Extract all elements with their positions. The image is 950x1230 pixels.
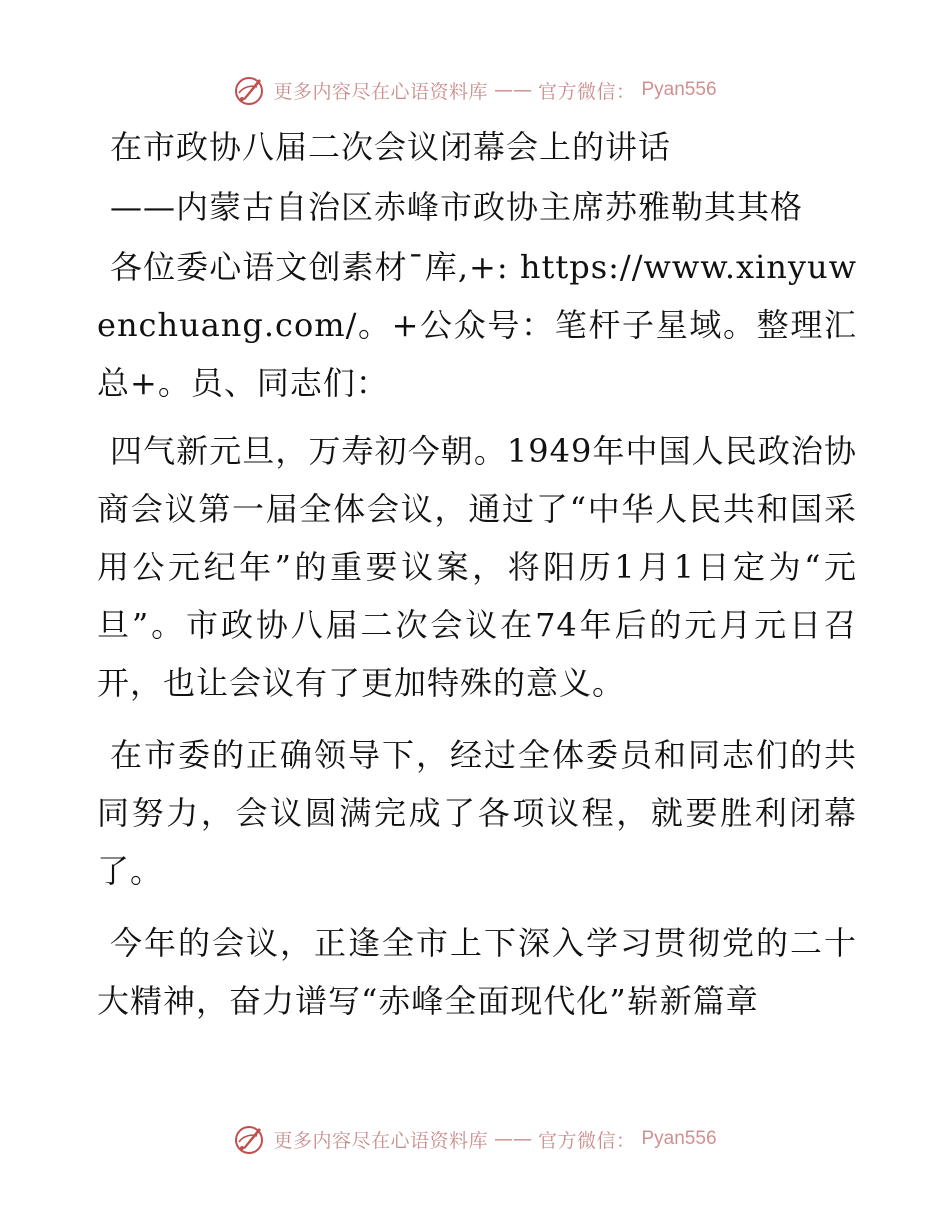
- quill-pen-logo-icon: [233, 73, 267, 107]
- banner-channel-id: Pyan556: [641, 1128, 717, 1149]
- document-title: 在市政协八届二次会议闭幕会上的讲话: [110, 128, 672, 166]
- greeting-paragraph: 各位委心语文创素材¯库,+: https://www.xinyuwenchuang.com/。+公众号：笔杆子星域。整理汇总+。员、同志们：: [97, 248, 857, 402]
- banner-channel-label: 官方微信：: [537, 1129, 636, 1152]
- body-paragraph: 在市委的正确领导下，经过全体委员和同志们的共同努力，会议圆满完成了各项议程，就要胜利闭幕了。: [97, 736, 857, 890]
- footer-watermark-banner: [0, 1119, 950, 1159]
- body-paragraph: 四气新元旦，万寿初今朝。1949年中国人民政治协商会议第一届全体会议，通过了“中华人民共和国采用公元纪年”的重要议案，将阳历1月1日定为“元旦”。市政协八届二次会议在74年后的元月元日召开，也让会议有了更加特殊的意义。: [97, 432, 857, 702]
- document-body: [97, 118, 857, 1030]
- banner-main-text: 更多内容尽在心语资料库: [273, 1129, 488, 1152]
- banner-channel-id: Pyan556: [641, 79, 717, 100]
- header-watermark-banner: [0, 70, 950, 110]
- document-subtitle: ——内蒙古自治区赤峰市政协主席苏雅勒其其格: [110, 188, 804, 226]
- quill-pen-logo-icon: [233, 1122, 267, 1156]
- banner-channel-label: 官方微信：: [537, 80, 636, 103]
- banner-main-text: 更多内容尽在心语资料库: [273, 80, 488, 103]
- banner-separator: ——: [493, 79, 532, 101]
- body-paragraph: 今年的会议，正逢全市上下深入学习贯彻党的二十大精神，奋力谱写“赤峰全面现代化”崭新篇章: [97, 924, 857, 1020]
- banner-separator: ——: [493, 1128, 532, 1150]
